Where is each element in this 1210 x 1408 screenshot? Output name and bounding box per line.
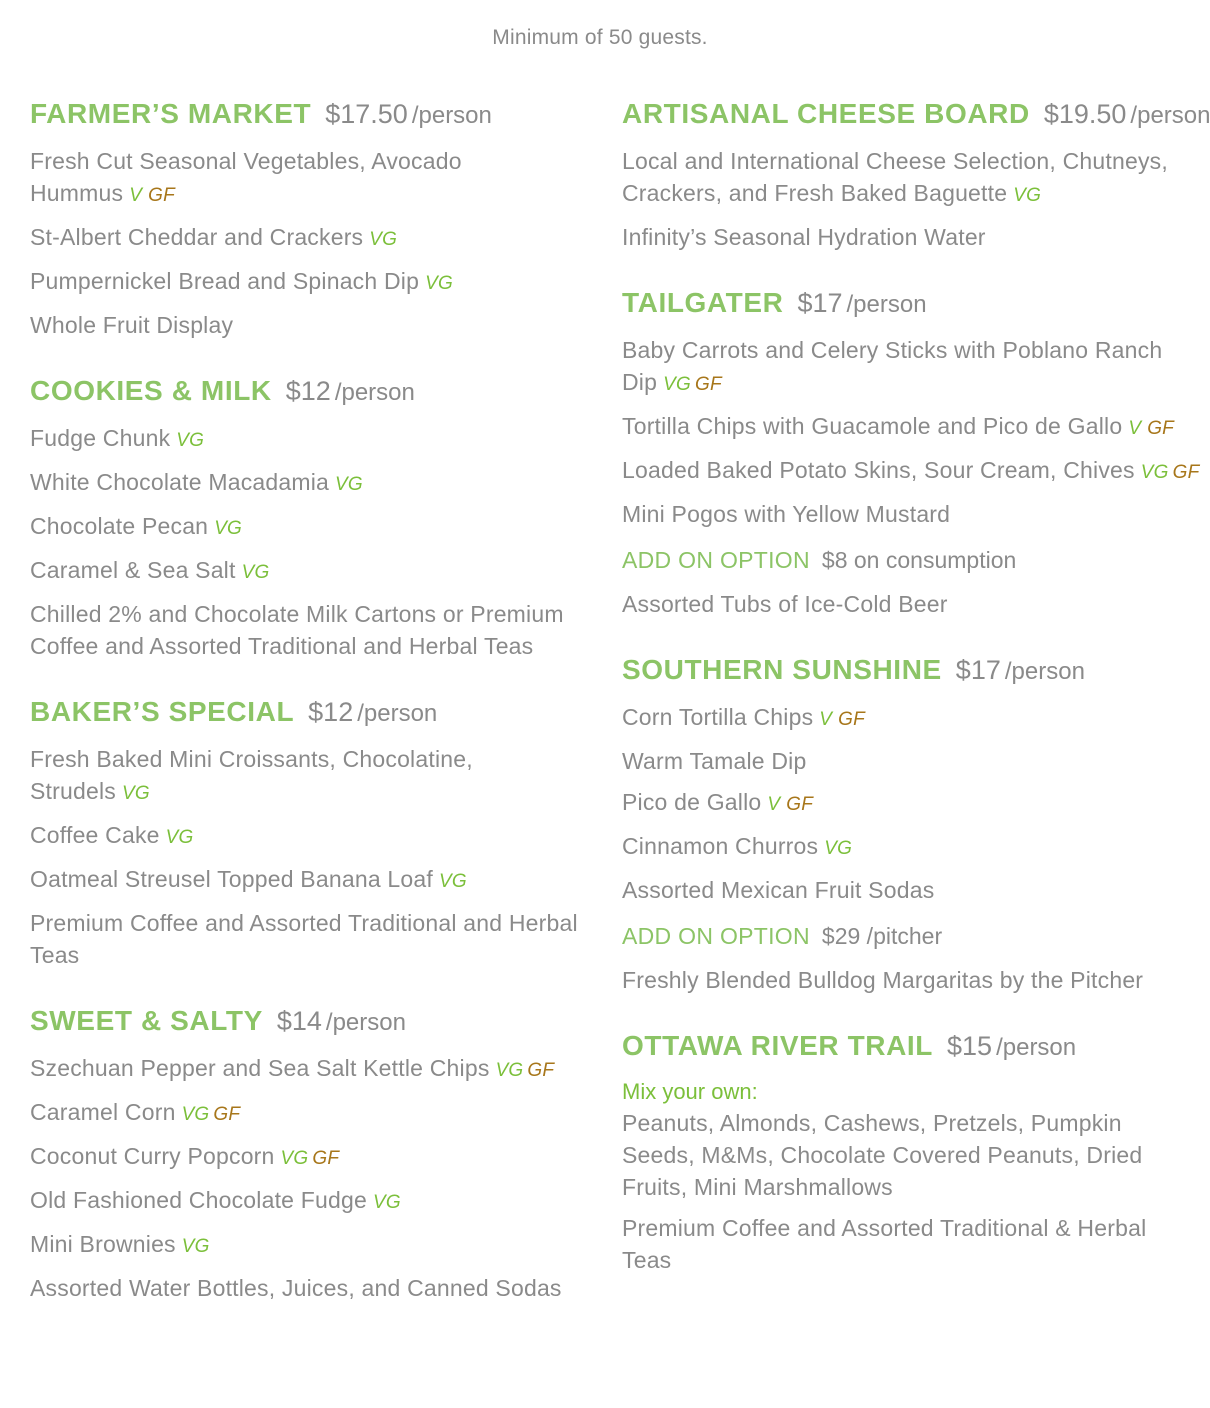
menu-item-text: Caramel Corn bbox=[30, 1099, 176, 1125]
menu-item bbox=[30, 221, 590, 256]
section-title: BAKER’S SPECIAL bbox=[30, 696, 295, 727]
menu-item-text: Oatmeal Streusel Topped Banana Loaf bbox=[30, 866, 433, 892]
section-title: FARMER’S MARKET bbox=[30, 98, 312, 129]
add-on-price: $8 on consumption bbox=[821, 547, 1017, 573]
menu-item bbox=[622, 221, 1200, 253]
section-heading bbox=[622, 1028, 1200, 1069]
section-price: $17 bbox=[797, 288, 843, 318]
menu-item bbox=[30, 863, 590, 898]
section-price: $17.50 bbox=[325, 99, 408, 129]
section-price: $12 bbox=[308, 697, 354, 727]
dietary-tag-vg: VG bbox=[241, 562, 270, 583]
menu-item-text: Corn Tortilla Chips bbox=[622, 704, 814, 730]
dietary-tag-vg: VG bbox=[335, 474, 363, 495]
section-price-unit: /person bbox=[1004, 658, 1085, 685]
section-heading bbox=[622, 285, 1200, 326]
menu-item bbox=[622, 1107, 1200, 1203]
section-price-unit: /person bbox=[1130, 102, 1210, 129]
menu-item-text: Infinity’s Seasonal Hydration Water bbox=[622, 224, 986, 250]
menu-item bbox=[622, 745, 1200, 777]
menu-item bbox=[30, 554, 590, 589]
menu-item bbox=[30, 1052, 590, 1087]
section-price-unit: /person bbox=[411, 102, 492, 129]
menu-section-farmer-s-market bbox=[30, 96, 590, 341]
dietary-tag-v: V bbox=[129, 185, 143, 206]
section-heading bbox=[30, 96, 590, 137]
menu-item-text: Fresh Cut Seasonal Vegetables, Avocado Hummus bbox=[30, 148, 462, 206]
menu-item-text: Caramel & Sea Salt bbox=[30, 557, 236, 583]
menu-item bbox=[30, 819, 590, 854]
dietary-tag-gf: GF bbox=[694, 374, 722, 395]
menu-item-text: Mini Brownies bbox=[30, 1231, 176, 1257]
section-price-unit: /person bbox=[846, 291, 927, 318]
section-heading bbox=[30, 694, 590, 735]
dietary-tag-v: V bbox=[819, 709, 833, 730]
menu-item bbox=[30, 265, 590, 300]
dietary-tag-gf: GF bbox=[527, 1060, 555, 1081]
section-heading bbox=[622, 652, 1200, 693]
add-on-title: ADD ON OPTION bbox=[622, 923, 810, 949]
section-price: $15 bbox=[947, 1031, 993, 1061]
section-price-unit: /person bbox=[357, 700, 438, 727]
menu-item bbox=[30, 309, 590, 341]
dietary-tag-gf: GF bbox=[786, 794, 814, 815]
menu-item bbox=[622, 454, 1200, 489]
section-price-unit: /person bbox=[325, 1009, 406, 1036]
menu-item-text: Tortilla Chips with Guacamole and Pico de Gallo bbox=[622, 413, 1123, 439]
menu-item-text: Chocolate Pecan bbox=[30, 513, 209, 539]
section-title: OTTAWA RIVER TRAIL bbox=[622, 1030, 934, 1061]
dietary-tag-vg: VG bbox=[181, 1104, 210, 1125]
section-price: $14 bbox=[276, 1006, 322, 1036]
menu-item-text: St-Albert Cheddar and Crackers bbox=[30, 224, 364, 250]
menu-item bbox=[622, 498, 1200, 530]
mix-your-own-label: Mix your own: bbox=[622, 1079, 758, 1104]
dietary-tag-vg: VG bbox=[214, 518, 243, 539]
right-column bbox=[622, 96, 1210, 1308]
menu-item-text: Szechuan Pepper and Sea Salt Kettle Chips bbox=[30, 1055, 490, 1081]
menu-section-cookies-milk bbox=[30, 373, 590, 662]
dietary-tag-vg: VG bbox=[176, 430, 205, 451]
menu-item-text: Local and International Cheese Selection, Chutneys, Crackers, and Fresh Baked Baguette bbox=[622, 148, 1168, 206]
dietary-tag-gf: GF bbox=[148, 185, 175, 206]
menu-item-text: Coffee Cake bbox=[30, 822, 160, 848]
dietary-tag-v: V bbox=[767, 794, 781, 815]
menu-section-tailgater bbox=[622, 285, 1200, 620]
section-price: $19.50 bbox=[1043, 99, 1127, 129]
menu-section-southern-sunshine bbox=[622, 652, 1200, 996]
dietary-tag-vg: VG bbox=[1140, 462, 1169, 483]
menu-item bbox=[622, 588, 1200, 620]
minimum-guests-note: Minimum of 50 guests. bbox=[492, 26, 708, 49]
menu-section-baker-s-special bbox=[30, 694, 590, 971]
menu-item-text: Loaded Baked Potato Skins, Sour Cream, Chives bbox=[622, 457, 1135, 483]
add-on-heading bbox=[622, 544, 1200, 580]
dietary-tag-vg: VG bbox=[369, 229, 398, 250]
menu-item bbox=[622, 701, 1200, 736]
menu-item-text: Pumpernickel Bread and Spinach Dip bbox=[30, 268, 420, 294]
dietary-tag-vg: VG bbox=[372, 1192, 401, 1213]
dietary-tag-gf: GF bbox=[213, 1104, 241, 1125]
menu-item bbox=[30, 1184, 590, 1219]
menu-item-text: Pico de Gallo bbox=[622, 789, 762, 815]
menu-item bbox=[622, 1212, 1200, 1276]
section-title: COOKIES & MILK bbox=[30, 375, 272, 406]
section-title: TAILGATER bbox=[622, 287, 784, 318]
dietary-tag-v: V bbox=[1128, 418, 1142, 439]
menu-item bbox=[622, 964, 1200, 996]
section-title: SOUTHERN SUNSHINE bbox=[622, 654, 942, 685]
menu-item-text: Baby Carrots and Celery Sticks with Poblano Ranch Dip bbox=[622, 337, 1163, 395]
menu-item bbox=[30, 510, 590, 545]
add-on-title: ADD ON OPTION bbox=[622, 547, 810, 573]
section-price-unit: /person bbox=[334, 379, 415, 406]
menu-item-text: Warm Tamale Dip bbox=[622, 748, 807, 774]
menu-item bbox=[30, 1140, 590, 1175]
dietary-tag-gf: GF bbox=[838, 709, 865, 730]
section-price: $17 bbox=[955, 655, 1001, 685]
section-title: SWEET & SALTY bbox=[30, 1005, 263, 1036]
menu-item-text: Fresh Baked Mini Croissants, Chocolatine, Strudels bbox=[30, 746, 473, 804]
section-price: $12 bbox=[285, 376, 331, 406]
menu-item bbox=[30, 907, 590, 971]
dietary-tag-vg: VG bbox=[121, 783, 150, 804]
menu-item-text: Freshly Blended Bulldog Margaritas by the Pitcher bbox=[622, 967, 1144, 993]
section-heading bbox=[30, 1003, 590, 1044]
add-on-heading bbox=[622, 920, 1200, 956]
menu-item-text: Coconut Curry Popcorn bbox=[30, 1143, 275, 1169]
section-price-unit: /person bbox=[996, 1034, 1077, 1061]
dietary-tag-vg: VG bbox=[824, 838, 853, 859]
menu-item-text: Old Fashioned Chocolate Fudge bbox=[30, 1187, 367, 1213]
menu-item-text: Premium Coffee and Assorted Traditional and Herbal Teas bbox=[30, 910, 578, 968]
menu-item bbox=[30, 598, 590, 662]
menu-item bbox=[30, 1272, 590, 1304]
dietary-tag-gf: GF bbox=[1147, 418, 1174, 439]
menu-item bbox=[30, 145, 590, 212]
menu-item bbox=[30, 1096, 590, 1131]
menu-item bbox=[30, 1228, 590, 1263]
menu-item-text: Premium Coffee and Assorted Traditional & Herbal Teas bbox=[622, 1215, 1147, 1273]
dietary-tag-vg: VG bbox=[663, 374, 691, 395]
left-column bbox=[30, 96, 590, 1336]
menu-item bbox=[30, 422, 590, 457]
section-heading bbox=[30, 373, 590, 414]
menu-item bbox=[622, 830, 1200, 865]
dietary-tag-vg: VG bbox=[1013, 185, 1042, 206]
add-on-price: $29 /pitcher bbox=[821, 923, 943, 949]
dietary-tag-gf: GF bbox=[1172, 462, 1200, 483]
dietary-tag-vg: VG bbox=[425, 273, 453, 294]
menu-item bbox=[30, 743, 590, 810]
menu-item bbox=[622, 874, 1200, 906]
menu-item bbox=[30, 466, 590, 501]
menu-item-text: Cinnamon Churros bbox=[622, 833, 819, 859]
menu-item bbox=[622, 334, 1200, 401]
section-heading bbox=[622, 96, 1210, 137]
dietary-tag-vg: VG bbox=[165, 827, 194, 848]
dietary-tag-vg: VG bbox=[438, 871, 467, 892]
menu-item-text: Chilled 2% and Chocolate Milk Cartons or Premium Coffee and Assorted Traditional and Herbal Teas bbox=[30, 601, 564, 659]
menu-item-text: Fudge Chunk bbox=[30, 425, 171, 451]
menu-section-sweet-salty bbox=[30, 1003, 590, 1304]
menu-item-text: Mini Pogos with Yellow Mustard bbox=[622, 501, 951, 527]
menu-item-text: Assorted Tubs of Ice-Cold Beer bbox=[622, 591, 948, 617]
menu-item-text: Peanuts, Almonds, Cashews, Pretzels, Pumpkin Seeds, M&Ms, Chocolate Covered Peanuts, Dried Fruits, Mini Marshmallows bbox=[622, 1110, 1143, 1200]
menu-item bbox=[622, 410, 1200, 445]
menu-section-artisanal-cheese-board bbox=[622, 96, 1210, 253]
menu-item bbox=[622, 786, 1200, 821]
menu-item-text: Assorted Water Bottles, Juices, and Canned Sodas bbox=[30, 1275, 562, 1301]
menu-item-text: Assorted Mexican Fruit Sodas bbox=[622, 877, 935, 903]
menu-section-ottawa-river-trail bbox=[622, 1028, 1200, 1276]
dietary-tag-vg: VG bbox=[181, 1236, 210, 1257]
menu-item bbox=[622, 145, 1200, 212]
menu-item-text: White Chocolate Macadamia bbox=[30, 469, 330, 495]
menu-item-text: Whole Fruit Display bbox=[30, 312, 234, 338]
dietary-tag-vg: VG bbox=[280, 1148, 309, 1169]
dietary-tag-gf: GF bbox=[312, 1148, 340, 1169]
dietary-tag-vg: VG bbox=[495, 1060, 524, 1081]
section-title: ARTISANAL CHEESE BOARD bbox=[622, 98, 1030, 129]
